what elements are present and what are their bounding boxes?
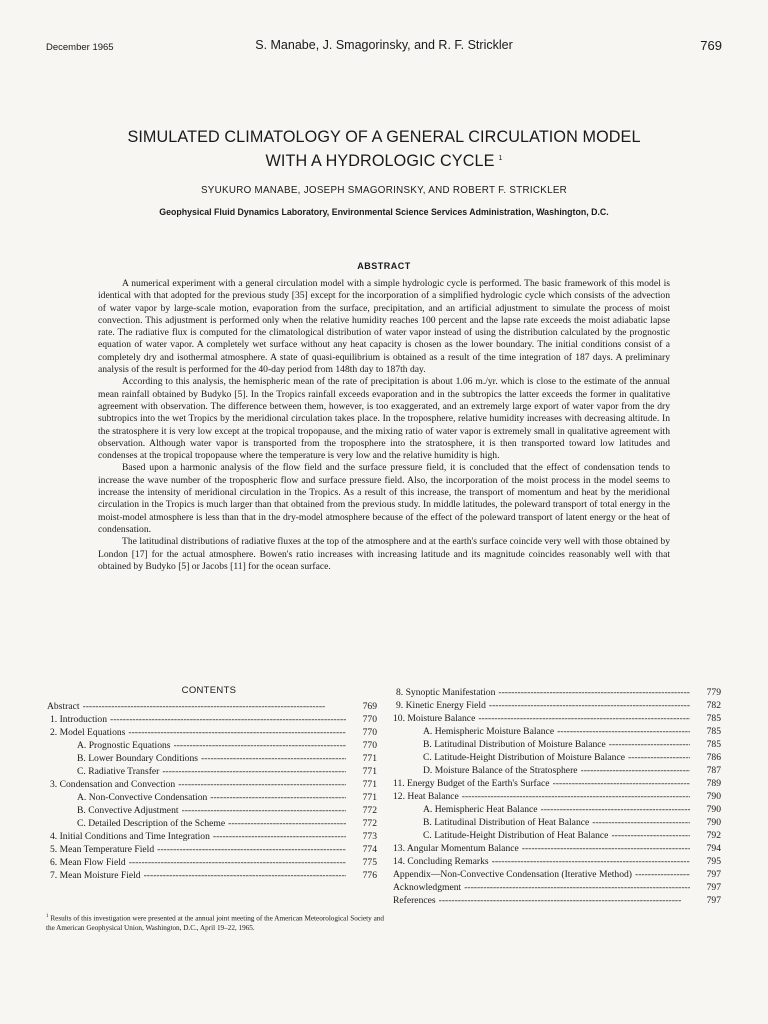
toc-entry-page: 771 [362, 766, 377, 777]
toc-entry-page: 790 [706, 817, 721, 828]
abstract-heading: ABSTRACT [357, 261, 411, 271]
toc-leader [541, 803, 690, 816]
toc-leader [489, 699, 690, 712]
toc-entry-label: B. Latitudinal Distribution of Moisture Balance [423, 739, 606, 750]
toc-leader [462, 790, 690, 803]
toc-entry-label: A. Non-Convective Condensation [77, 792, 208, 803]
toc-leader [128, 726, 346, 739]
paper-title [80, 127, 688, 172]
toc-entry-label: A. Hemispheric Heat Balance [423, 804, 538, 815]
contents-heading: CONTENTS [181, 685, 237, 696]
toc-entry [393, 894, 721, 907]
toc-leader [144, 869, 346, 882]
toc-leader [210, 791, 346, 804]
toc-entry-label: 3. Condensation and Convection [50, 779, 176, 790]
toc-entry [393, 881, 721, 894]
toc-entry [47, 804, 377, 817]
toc-entry [393, 829, 721, 842]
toc-entry-page: 782 [706, 700, 721, 711]
toc-leader [498, 686, 690, 699]
toc-entry [393, 803, 721, 816]
toc-entry-label: B. Latitudinal Distribution of Heat Balance [423, 817, 590, 828]
footnote-text: Results of this investigation were presented at the annual joint meeting of the American Meteorological Society and the American Geophysical Union, Washington, D.C., April 19–22, 1965. [46, 914, 384, 933]
toc-entry-label: 14. Concluding Remarks [393, 856, 489, 867]
toc-leader [178, 778, 346, 791]
toc-entry-label: 1. Introduction [50, 714, 108, 725]
toc-entry-label: C. Radiative Transfer [77, 766, 160, 777]
toc-entry-label: 7. Mean Moisture Field [50, 870, 141, 881]
toc-entry-label: C. Latitude-Height Distribution of Moisture Balance [423, 752, 625, 763]
toc-entry-label: C. Latitude-Height Distribution of Heat Balance [423, 830, 609, 841]
toc-entry [393, 738, 721, 751]
toc-entry-label: Abstract [47, 701, 80, 712]
toc-entry-page: 772 [362, 805, 377, 816]
footnote-mark: 1 [46, 914, 49, 919]
toc-entry [393, 686, 721, 699]
footnote [46, 912, 384, 934]
toc-entry [393, 816, 721, 829]
abstract-paragraph: The latitudinal distributions of radiative fluxes at the top of the atmosphere and at the earth's surface coincide very well with those obtained by London [17] for the actual atmosphere. Bowen's ratio increases with increasing latitude and its magnitude coincides reasonably well with that obtained by Budyko [5] or Jacobs [11] for the ocean surface. [98, 536, 670, 572]
toc-leader [201, 752, 346, 765]
toc-entry-page: 772 [362, 818, 377, 829]
toc-entry-page: 770 [362, 727, 377, 738]
toc-entry-label: B. Lower Boundary Conditions [77, 753, 198, 764]
toc-leader [609, 738, 690, 751]
toc-entry [47, 739, 377, 752]
toc-entry [393, 777, 721, 790]
toc-leader [162, 765, 346, 778]
toc-leader [522, 842, 690, 855]
toc-entry-label: A. Hemispheric Moisture Balance [423, 726, 555, 737]
toc-leader [553, 777, 690, 790]
toc-entry-label: 11. Energy Budget of the Earth's Surface [393, 778, 550, 789]
toc-entry [47, 752, 377, 765]
toc-entry-page: 785 [706, 739, 721, 750]
toc-entry-page: 771 [362, 753, 377, 764]
title-line-1: SIMULATED CLIMATOLOGY OF A GENERAL CIRCULATION MODEL [127, 128, 641, 146]
toc-entry-label: 8. Synoptic Manifestation [396, 687, 496, 698]
title-line-2: WITH A HYDROLOGIC CYCLE [265, 152, 495, 170]
toc-entry-page: 774 [362, 844, 377, 855]
toc-leader [129, 856, 346, 869]
toc-entry-label: Appendix—Non-Convective Condensation (Iterative Method) [393, 869, 632, 880]
toc-entry-page: 789 [706, 778, 721, 789]
toc-entry [47, 778, 377, 791]
toc-leader [635, 868, 690, 881]
toc-entry-label: Acknowledgment [393, 882, 462, 893]
toc-entry-page: 797 [706, 895, 721, 906]
toc-entry-page: 785 [706, 726, 721, 737]
toc-entry [393, 842, 721, 855]
toc-entry-label: 6. Mean Flow Field [50, 857, 126, 868]
toc-entry [47, 843, 377, 856]
toc-entry [47, 700, 377, 713]
contents-left-column [47, 700, 377, 882]
toc-entry-page: 786 [706, 752, 721, 763]
toc-leader [83, 700, 346, 713]
page-number: 769 [700, 38, 722, 53]
toc-entry [47, 713, 377, 726]
toc-entry-label: 9. Kinetic Energy Field [396, 700, 486, 711]
toc-leader [492, 855, 690, 868]
toc-leader [110, 713, 346, 726]
toc-entry-page: 776 [362, 870, 377, 881]
toc-entry [393, 764, 721, 777]
toc-entry [393, 751, 721, 764]
toc-entry-label: 10. Moisture Balance [393, 713, 476, 724]
toc-entry-page: 769 [362, 701, 377, 712]
toc-entry-page: 771 [362, 792, 377, 803]
toc-entry-label: References [393, 895, 436, 906]
toc-entry [393, 868, 721, 881]
toc-entry [47, 830, 377, 843]
toc-entry-label: 12. Heat Balance [393, 791, 459, 802]
running-header-authors: S. Manabe, J. Smagorinsky, and R. F. Strickler [255, 38, 513, 52]
toc-entry-label: C. Detailed Description of the Scheme [77, 818, 226, 829]
toc-leader [157, 843, 346, 856]
toc-entry [47, 869, 377, 882]
author-list: SYUKURO MANABE, JOSEPH SMAGORINSKY, AND ROBERT F. STRICKLER [200, 185, 568, 196]
toc-entry-label: 13. Angular Momentum Balance [393, 843, 519, 854]
toc-leader [174, 739, 346, 752]
abstract-paragraph: A numerical experiment with a general circulation model with a simple hydrologic cycle is performed. The basic framework of this model is identical with that adopted for the previous study [35] except for the incorporation of a simplified hydrologic cycle which consists of the advection of water vapor by large-scale motion, evaporation from the surface, precipitation, and an artificial adjustment to simulate the process of moist convection. This adjustment is performed only when the relative humidity reaches 100 percent and the lapse rate exceeds the moist adiabatic lapse rate. The radiative flux is computed for the climatological distribution of water vapor instead of using the distribution calculated by the prognostic equation of water vapor. A completely wet surface without any heat capacity is chosen as the lower boundary. The initial conditions consist of a completely dry and isothermal atmosphere. A state of quasi-equilibrium is obtained as a result of the time integration of 187 days. A preliminary analysis of the result is performed for the 40-day period from 148th day to 187th day. [98, 278, 670, 376]
toc-entry [47, 726, 377, 739]
toc-entry-page: 770 [362, 714, 377, 725]
toc-leader [228, 817, 346, 830]
toc-leader [478, 712, 690, 725]
affiliation: Geophysical Fluid Dynamics Laboratory, Environmental Science Services Administration, Washington, D.C. [159, 207, 609, 217]
toc-entry-page: 773 [362, 831, 377, 842]
toc-entry-page: 792 [706, 830, 721, 841]
toc-entry [393, 712, 721, 725]
abstract-paragraph: According to this analysis, the hemispheric mean of the rate of precipitation is about 1.06 m./yr. which is close to the estimate of the annual mean rainfall obtained by Budyko [5]. In the Tropics rainfall exceeds evaporation and in the subtropics the latter exceeds the former in qualitative agreement with observation. The difference between them, however, is too exaggerated, and an extremely large export of water vapor from the dry subtropics into the wet Tropics by the meridional circulation takes place. In the troposphere, relative humidity increases with decreasing altitude. In the stratosphere it is very low except at the tropical tropopause, and the mixing ratio of water vapor is extremely small in qualitative agreement with observation. Although water vapor is transported from the troposphere into the stratosphere, it is then transported toward low latitudes and condenses at the tropical tropopause where the temperature is very low and the relative humidity is high. [98, 376, 670, 462]
toc-entry-label: 4. Initial Conditions and Time Integration [50, 831, 210, 842]
toc-leader [628, 751, 690, 764]
toc-entry-label: A. Prognostic Equations [77, 740, 171, 751]
toc-entry-label: 2. Model Equations [50, 727, 126, 738]
toc-entry [393, 855, 721, 868]
toc-entry-page: 797 [706, 869, 721, 880]
toc-entry-label: B. Convective Adjustment [77, 805, 179, 816]
toc-leader [581, 764, 690, 777]
toc-entry-page: 779 [706, 687, 721, 698]
running-header-date: December 1965 [46, 42, 114, 53]
toc-entry [47, 765, 377, 778]
toc-leader [557, 725, 690, 738]
toc-entry [47, 856, 377, 869]
toc-entry [47, 817, 377, 830]
toc-entry [393, 699, 721, 712]
toc-leader [592, 816, 690, 829]
toc-leader [464, 881, 690, 894]
toc-entry-page: 795 [706, 856, 721, 867]
toc-leader [611, 829, 690, 842]
toc-entry-page: 794 [706, 843, 721, 854]
toc-entry-label: 5. Mean Temperature Field [50, 844, 155, 855]
toc-entry-label: D. Moisture Balance of the Stratosphere [423, 765, 578, 776]
toc-leader [182, 804, 346, 817]
toc-entry-page: 790 [706, 804, 721, 815]
toc-leader [439, 894, 690, 907]
title-line-2-wrap [80, 148, 688, 172]
toc-entry-page: 785 [706, 713, 721, 724]
toc-entry-page: 775 [362, 857, 377, 868]
toc-entry [47, 791, 377, 804]
title-footnote-mark: 1 [498, 155, 503, 162]
toc-entry-page: 770 [362, 740, 377, 751]
contents-right-column [393, 686, 721, 907]
toc-entry-page: 787 [706, 765, 721, 776]
toc-entry-page: 797 [706, 882, 721, 893]
toc-leader [213, 830, 346, 843]
abstract-paragraph: Based upon a harmonic analysis of the flow field and the surface pressure field, it is concluded that the effect of condensation tends to increase the wave number of the tropospheric flow and surface pressure field. Also, the incorporation of the moist process in the model seems to increase the intensity of meridional circulation in the Tropics. As a result of this increase, the transport of momentum and heat by the meridional circulation in the Tropics is much larger than that obtained from the previous study. In middle latitudes, the poleward transport of total energy in the moist-model atmosphere is less than that in the dry-model atmosphere because of the effect of the poleward transport of latent energy or the heat of condensation. [98, 462, 670, 535]
toc-entry [393, 725, 721, 738]
toc-entry-page: 771 [362, 779, 377, 790]
toc-entry [393, 790, 721, 803]
abstract-body [98, 278, 670, 573]
toc-entry-page: 790 [706, 791, 721, 802]
